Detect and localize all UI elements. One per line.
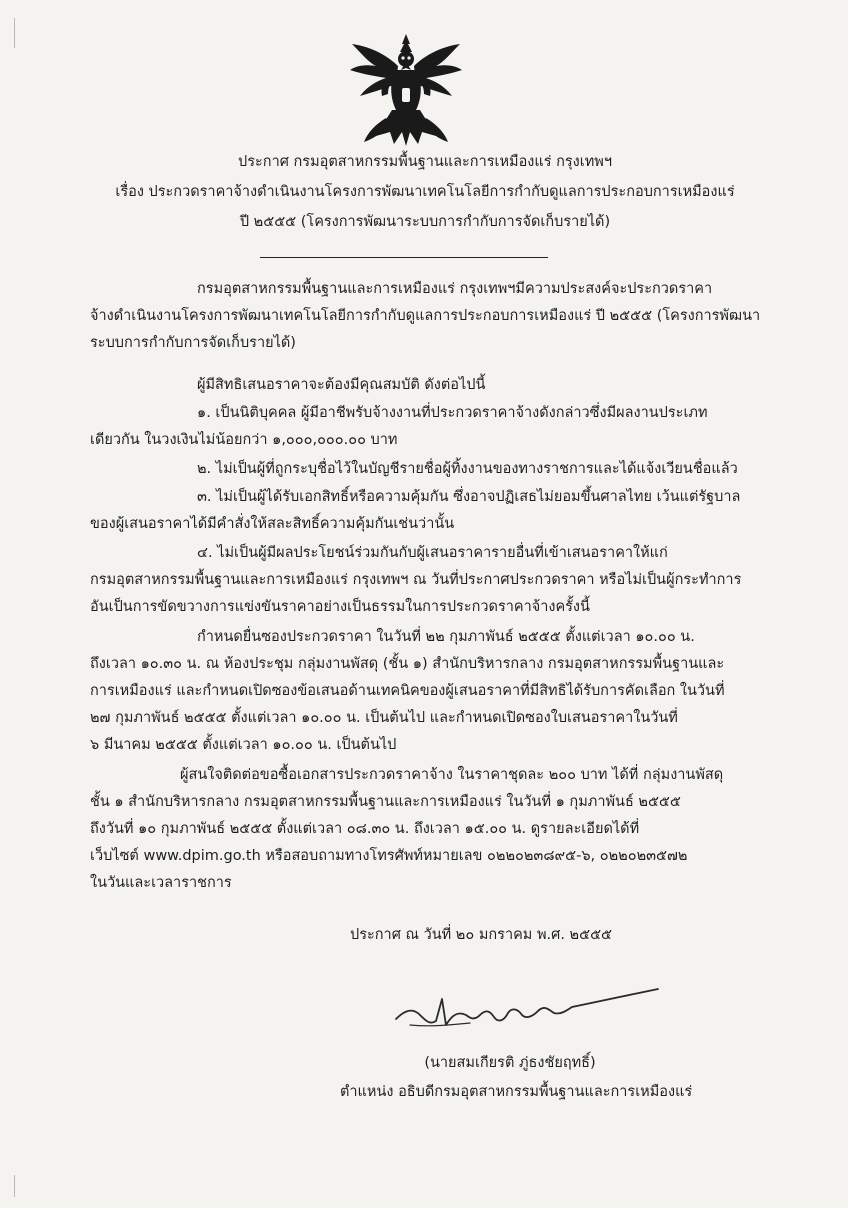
scan-edge-mark [14, 1175, 15, 1197]
qualification-item-4 [90, 540, 741, 621]
qualification-item-3 [90, 484, 740, 538]
qualification-line: เดียวกัน ในวงเงินไม่น้อยกว่า ๑,๐๐๐,๐๐๐.๐๐ บาท [90, 432, 398, 448]
qualification-line: ๔. ไม่เป็นผู้มีผลประโยชน์ร่วมกันกับผู้เสนอราคารายอื่นที่เข้าเสนอราคาให้แก่ [197, 545, 668, 561]
qualification-line: กรมอุตสาหกรรมพื้นฐานและการเหมืองแร่ กรุงเทพฯ ณ วันที่ประกาศประกวดราคา หรือไม่เป็นผู้กระทำการ [90, 572, 742, 588]
contact-line: ในวันและเวลาราชการ [90, 875, 232, 891]
signer-position-block [340, 1079, 692, 1106]
qualifications-title-text: ผู้มีสิทธิเสนอราคาจะต้องมีคุณสมบัติ ดังต่อไปนี้ [197, 377, 486, 393]
qualification-item-2 [197, 456, 738, 483]
schedule-line: ๒๗ กุมภาพันธ์ ๒๕๕๕ ตั้งแต่เวลา ๑๐.๐๐ น. เป็นต้นไป และกำหนดเปิดซองใบเสนอราคาในวันที่ [90, 710, 678, 726]
announcement-date [350, 922, 612, 949]
contact-line: ถึงวันที่ ๑๐ กุมภาพันธ์ ๒๕๕๕ ตั้งแต่เวลา ๐๘.๓๐ น. ถึงเวลา ๑๕.๐๐ น. ดูรายละเอียดได้ที่ [90, 821, 640, 837]
schedule-line: การเหมืองแร่ และกำหนดเปิดซองข้อเสนอด้านเทคนิคของผู้เสนอราคาที่มีสิทธิได้รับการคัดเลือก ในวันที่ [90, 683, 725, 699]
header-title: ประกาศ กรมอุตสาหกรรมพื้นฐานและการเหมืองแร่ กรุงเทพฯ [238, 154, 612, 170]
qualification-item-1 [90, 400, 708, 454]
handwritten-signature [390, 985, 670, 1035]
header-divider [260, 257, 548, 258]
contact-line: ชั้น ๑ สำนักบริหารกลาง กรมอุตสาหกรรมพื้นฐานและการเหมืองแร่ ในวันที่ ๑ กุมภาพันธ์ ๒๕๕๕ [90, 794, 681, 810]
intro-line: กรมอุตสาหกรรมพื้นฐานและการเหมืองแร่ กรุงเทพฯมีความประสงค์จะประกวดราคา [197, 281, 713, 297]
signer-position: ตำแหน่ง อธิบดีกรมอุตสาหกรรมพื้นฐานและการเหมืองแร่ [340, 1084, 693, 1100]
qualification-line: ๒. ไม่เป็นผู้ที่ถูกระบุชื่อไว้ในบัญชีรายชื่อผู้ทิ้งงานของทางราชการและได้แจ้งเวียนชื่อแล้ว [197, 461, 738, 477]
header-year: ปี ๒๕๕๕ (โครงการพัฒนาระบบการกำกับการจัดเก็บรายได้) [239, 214, 611, 230]
submission-schedule [90, 624, 725, 759]
signer-name: (นายสมเกียรติ ภู่ธงชัยฤทธิ์) [424, 1055, 596, 1071]
schedule-line: ถึงเวลา ๑๐.๓๐ น. ณ ห้องประชุม กลุ่มงานพัสดุ (ชั้น ๑) สำนักบริหารกลาง กรมอุตสาหกรรมพื้นฐานและ [90, 656, 725, 672]
qualification-line: ๓. ไม่เป็นผู้ได้รับเอกสิทธิ์หรือความคุ้มกัน ซึ่งอาจปฏิเสธไม่ยอมขึ้นศาลไทย เว้นแต่รัฐบาล [197, 489, 741, 505]
announcement-header [80, 147, 770, 237]
qualification-line: อันเป็นการขัดขวางการแข่งขันราคาอย่างเป็นธรรมในการประกวดราคาจ้างครั้งนี้ [90, 599, 590, 615]
garuda-emblem-icon [345, 32, 467, 150]
intro-line: จ้างดำเนินงานโครงการพัฒนาเทคโนโลยีการกำกับดูแลการประกอบการเหมืองแร่ ปี ๒๕๕๕ (โครงการพัฒนา [90, 308, 761, 324]
header-subject: เรื่อง ประกวดราคาจ้างดำเนินงานโครงการพัฒนาเทคโนโลยีการกำกับดูแลการประกอบการเหมืองแร่ [115, 184, 735, 200]
schedule-line: ๖ มีนาคม ๒๕๕๕ ตั้งแต่เวลา ๑๐.๐๐ น. เป็นต้นไป [90, 737, 397, 753]
qualifications-title [197, 372, 485, 399]
contact-line: เว็บไซต์ www.dpim.go.th หรือสอบถามทางโทรศัพท์หมายเลข ๐๒๒๐๒๓๘๙๕-๖, ๐๒๒๐๒๓๕๗๒ [90, 848, 688, 864]
scan-edge-mark [14, 18, 15, 48]
contact-line: ผู้สนใจติดต่อขอซื้อเอกสารประกวดราคาจ้าง ในราคาชุดละ ๒๐๐ บาท ได้ที่ กลุ่มงานพัสดุ [180, 767, 724, 783]
contact-paragraph [90, 762, 723, 897]
qualification-line: ของผู้เสนอราคาได้มีคำสั่งให้สละสิทธิ์ความคุ้มกันเช่นว่านั้น [90, 516, 455, 532]
signer-block [300, 1050, 720, 1077]
qualification-line: ๑. เป็นนิติบุคคล ผู้มีอาชีพรับจ้างงานที่ประกวดราคาจ้างดังกล่าวซึ่งมีผลงานประเภท [197, 405, 708, 421]
intro-line: ระบบการกำกับการจัดเก็บรายได้) [90, 335, 296, 351]
schedule-line: กำหนดยื่นซองประกวดราคา ในวันที่ ๒๒ กุมภาพันธ์ ๒๕๕๕ ตั้งแต่เวลา ๑๐.๐๐ น. [197, 629, 695, 645]
announcement-date-text: ประกาศ ณ วันที่ ๒๐ มกราคม พ.ศ. ๒๕๕๕ [350, 927, 613, 943]
intro-paragraph [90, 276, 760, 357]
